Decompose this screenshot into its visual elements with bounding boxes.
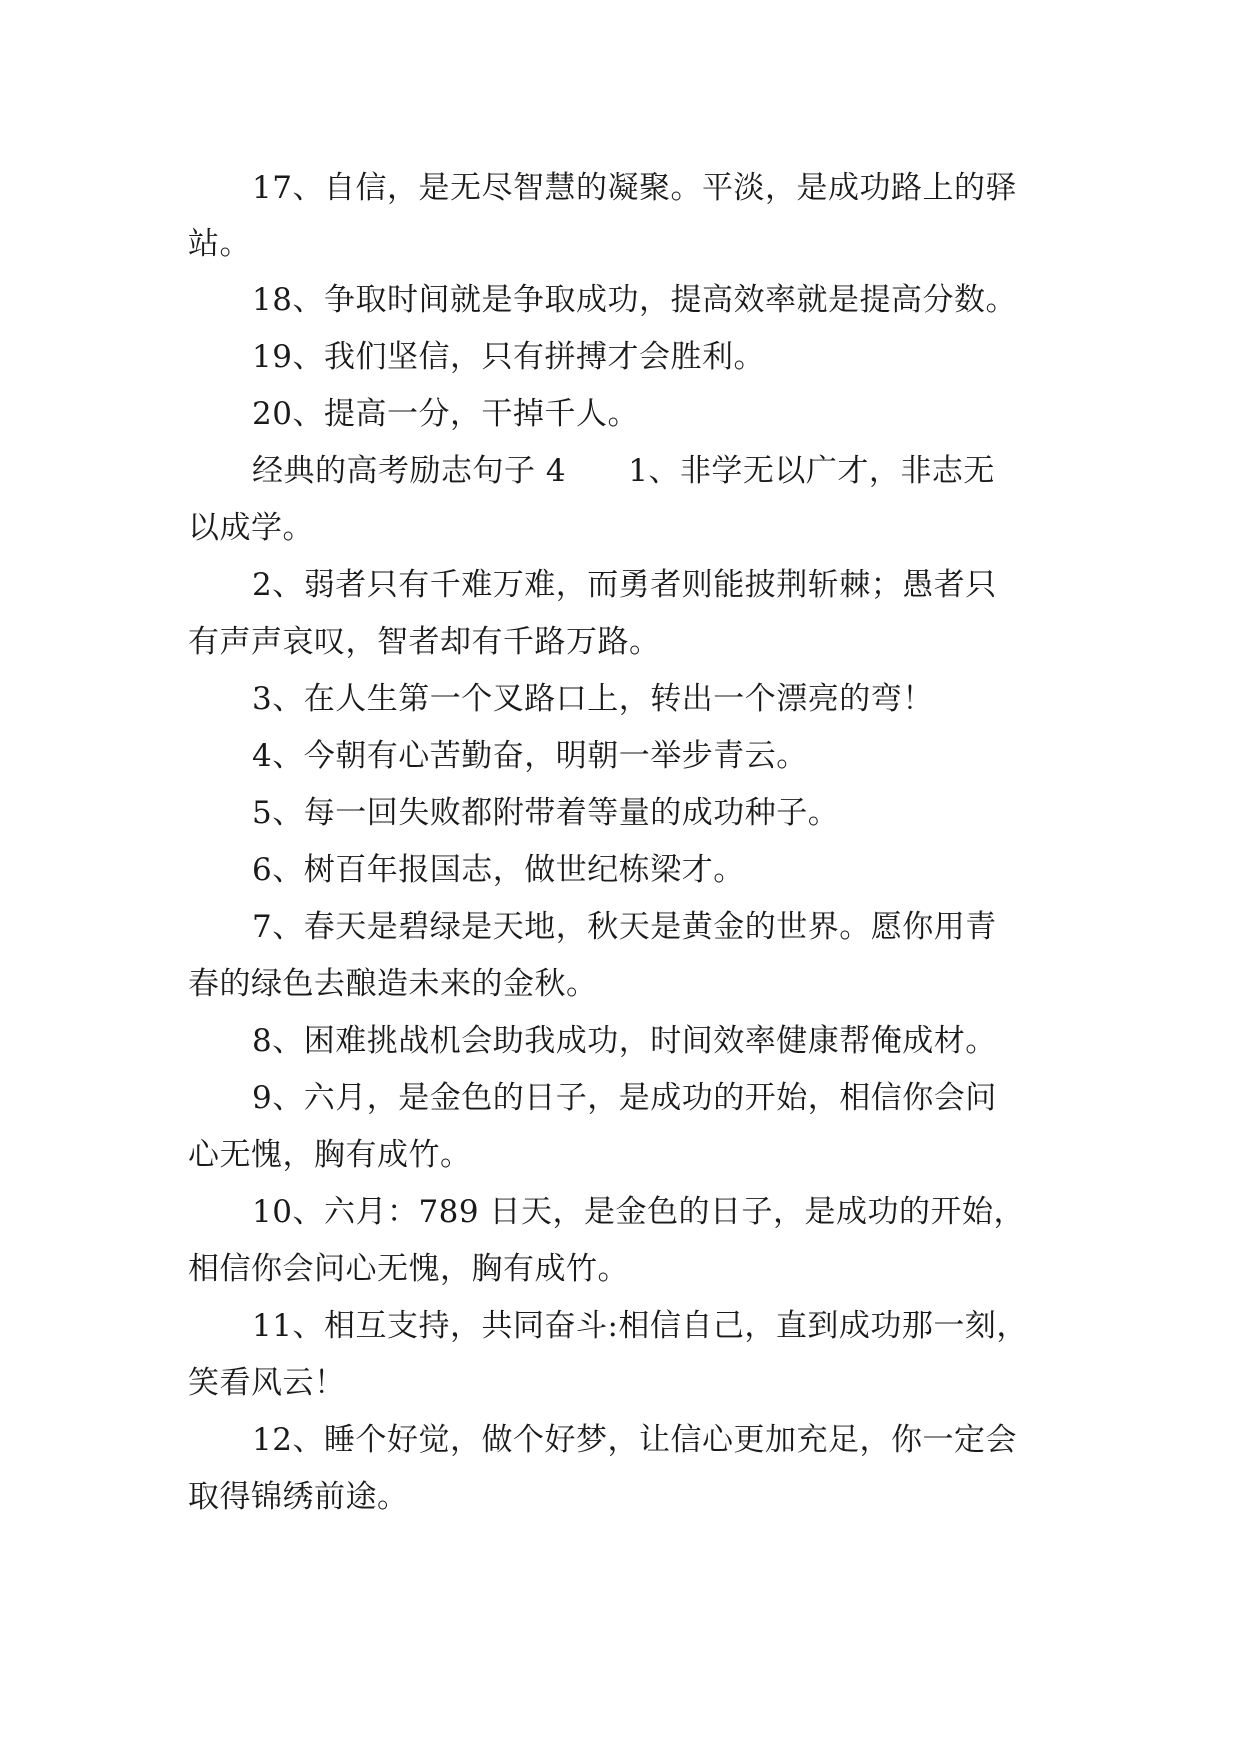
text-line: 取得锦绣前途。 bbox=[188, 1479, 409, 1515]
text-line: 17、自信，是无尽智慧的凝聚。平淡，是成功路上的驿 bbox=[252, 170, 1017, 206]
text-line: 站。 bbox=[188, 226, 251, 262]
text-line: 经典的高考励志句子 4 1、非学无以广才，非志无 bbox=[252, 453, 995, 489]
text-line: 笑看风云！ bbox=[188, 1365, 346, 1401]
text-line: 11、相互支持，共同奋斗:相信自己，直到成功那一刻， bbox=[252, 1308, 1028, 1344]
text-line: 10、六月：789 日天，是金色的日子，是成功的开始， bbox=[252, 1194, 1025, 1230]
text-line: 4、今朝有心苦勤奋，明朝一举步青云。 bbox=[252, 738, 808, 774]
text-line: 5、每一回失败都附带着等量的成功种子。 bbox=[252, 795, 840, 831]
text-line: 以成学。 bbox=[188, 510, 314, 546]
text-line: 8、困难挑战机会助我成功，时间效率健康帮俺成材。 bbox=[252, 1023, 997, 1059]
text-line: 相信你会问心无愧，胸有成竹。 bbox=[188, 1251, 629, 1287]
text-line: 18、争取时间就是争取成功，提高效率就是提高分数。 bbox=[252, 282, 1017, 318]
text-line: 20、提高一分，干掉千人。 bbox=[252, 396, 639, 432]
text-line: 7、春天是碧绿是天地，秋天是黄金的世界。愿你用青 bbox=[252, 909, 997, 945]
text-line: 6、树百年报国志，做世纪栋梁才。 bbox=[252, 852, 745, 888]
text-line: 心无愧，胸有成竹。 bbox=[188, 1137, 472, 1173]
text-line: 19、我们坚信，只有拼搏才会胜利。 bbox=[252, 339, 765, 375]
text-line: 2、弱者只有千难万难，而勇者则能披荆斩棘；愚者只 bbox=[252, 567, 997, 603]
text-line: 3、在人生第一个叉路口上，转出一个漂亮的弯！ bbox=[252, 681, 934, 717]
text-line: 12、睡个好觉，做个好梦，让信心更加充足，你一定会 bbox=[252, 1422, 1017, 1458]
text-line: 春的绿色去酿造未来的金秋。 bbox=[188, 966, 598, 1002]
text-line: 9、六月，是金色的日子，是成功的开始，相信你会问 bbox=[252, 1080, 997, 1116]
text-line: 有声声哀叹，智者却有千路万路。 bbox=[188, 624, 661, 660]
